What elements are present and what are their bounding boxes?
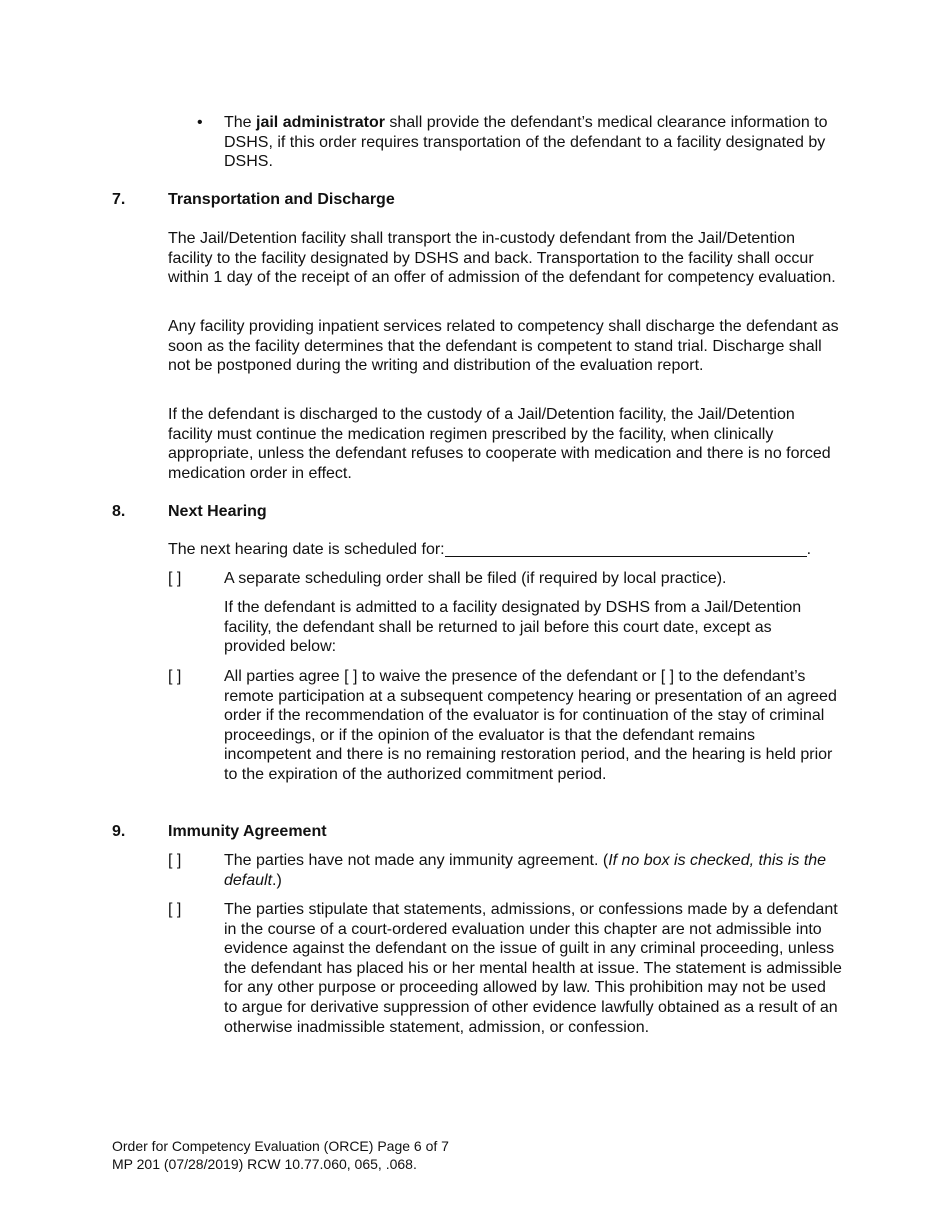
no-immunity-text xyxy=(224,851,843,890)
scheduling-order-text: A separate scheduling order shall be filed (if required by local practice). xyxy=(224,570,727,587)
stipulation-checkbox[interactable]: [ ] xyxy=(168,901,182,918)
no-immunity-option xyxy=(168,851,843,890)
section-9-heading xyxy=(112,822,327,842)
next-hearing-date-blank[interactable] xyxy=(445,540,807,557)
stipulation-text: The parties stipulate that statements, admissions, or confessions made by a defendant in the course of a court-ordered evaluation under this chapter are not admissible into evidence against the defendant on the issue of guilt in any criminal proceeding, unless the defendant has placed his or her mental health at issue. The statement is admissible for any other purpose or proceeding allowed by law. This prohibition may not be used to argue for derivative suppression of other evidence lawfully obtained as a result of an otherwise inadmissible statement, admission, or confession. xyxy=(224,901,842,1036)
return-to-jail-paragraph: If the defendant is admitted to a facility designated by DSHS from a Jail/Detention facility, the defendant shall be returned to jail before this court date, except as provided below: xyxy=(224,599,802,656)
bullet-marker: • xyxy=(197,114,203,131)
footer-line-2: MP 201 (07/28/2019) RCW 10.77.060, 065, .068. xyxy=(112,1156,417,1172)
section-7-number: 7. xyxy=(112,191,126,208)
footer-line-1: Order for Competency Evaluation (ORCE) Page 6 of 7 xyxy=(112,1138,449,1154)
waive-presence-checkbox[interactable]: [ ] xyxy=(168,668,182,685)
section-9-title: Immunity Agreement xyxy=(168,823,327,840)
bullet-text-pre: The xyxy=(224,114,257,131)
section-8-number: 8. xyxy=(112,503,126,520)
waive-presence-text: All parties agree [ ] to waive the presence of the defendant or [ ] to the defendant’s remote participation at a subsequent competency hearing or presentation of an agreed order if the recommendation of the evaluator is for continuation of the stay of criminal proceedings, or if the opinion of the evaluator is that the defendant remains incompetent and there is no remaining restoration period, and the hearing is held prior to the expiration of the authorized commitment period. xyxy=(224,668,837,783)
bullet-text-post: shall provide the defendant’s medical clearance information to DSHS, if this order requires transportation of the defendant to a facility designated by DSHS. xyxy=(224,114,828,171)
section-7-heading xyxy=(112,190,395,210)
scheduling-order-checkbox[interactable]: [ ] xyxy=(168,570,182,587)
next-hearing-label: The next hearing date is scheduled for: xyxy=(168,541,445,558)
stipulation-option xyxy=(168,900,843,1037)
next-hearing-line xyxy=(168,540,843,560)
section-7-paragraph-2: Any facility providing inpatient services related to competency shall discharge the defendant as soon as the facility determines that the defendant is competent to stand trial. Discharge shall not be postponed during the writing and distribution of the evaluation report. xyxy=(168,318,839,375)
bullet-text xyxy=(224,113,837,172)
no-immunity-text-post: .) xyxy=(272,871,282,889)
section-8-heading xyxy=(112,502,267,522)
section-7-title: Transportation and Discharge xyxy=(168,191,395,208)
jail-administrator-bullet xyxy=(197,113,837,172)
section-8-title: Next Hearing xyxy=(168,503,267,520)
scheduling-order-option xyxy=(168,569,843,589)
waive-presence-option xyxy=(168,667,843,785)
no-immunity-checkbox[interactable]: [ ] xyxy=(168,852,182,869)
no-immunity-default-note: If no box is checked, this is the default xyxy=(224,852,827,889)
no-immunity-text-pre: The parties have not made any immunity agreement. ( xyxy=(224,852,609,869)
page-footer xyxy=(112,1137,449,1173)
next-hearing-period: . xyxy=(806,541,812,558)
bullet-bold-term: jail administrator xyxy=(256,114,385,131)
section-7-paragraph-1: The Jail/Detention facility shall transport the in-custody defendant from the Jail/Detention facility to the facility designated by DSHS and back. Transportation to the facility shall occur within 1 day of the receipt of an offer of admission of the defendant for competency evaluation. xyxy=(168,230,836,287)
section-7-paragraph-3: If the defendant is discharged to the custody of a Jail/Detention facility, the Jail/Detention facility must continue the medication regimen prescribed by the facility, when clinically appropriate, unless the defendant refuses to cooperate with medication and there is no forced medication order in effect. xyxy=(168,406,831,482)
section-9-number: 9. xyxy=(112,823,126,840)
